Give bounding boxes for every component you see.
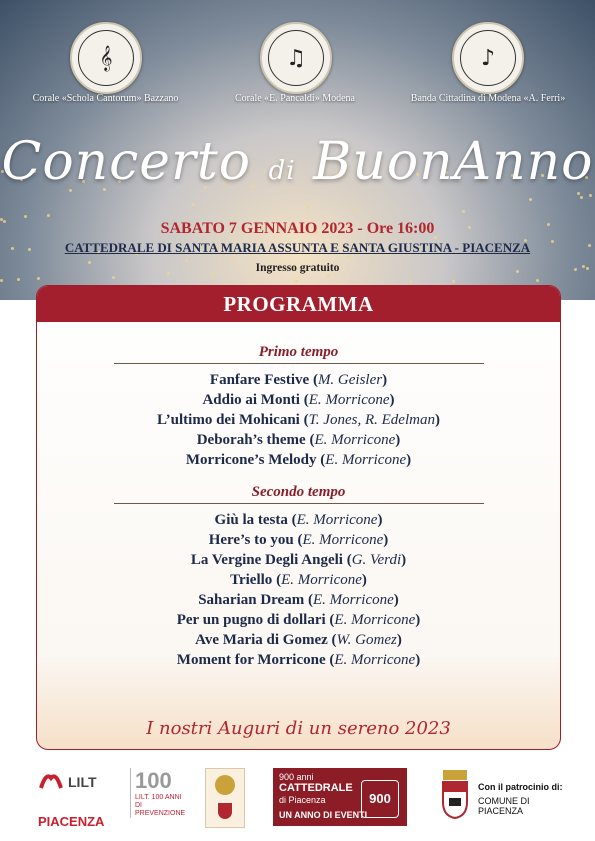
sparkle: [192, 203, 195, 206]
cathedral-years: 900 anni: [279, 772, 314, 782]
choir-caption: Corale «Schola Cantorum» Bazzano: [32, 93, 179, 104]
sparkle: [37, 277, 40, 280]
divider: [114, 503, 484, 504]
sparkle: [355, 207, 358, 210]
city-crest-icon: [440, 768, 470, 820]
piece-title: La Vergine Degli Angeli: [190, 552, 343, 568]
banda-ferri-logo: [452, 22, 524, 94]
program-item: Deborah’s theme (E. Morricone): [196, 432, 401, 448]
cathedral-city: di Piacenza: [279, 795, 326, 805]
piece-title: Deborah’s theme: [196, 432, 306, 448]
lilt-100-years: 100: [135, 768, 172, 793]
sparkle: [577, 192, 580, 195]
piece-composer: E. Morricone: [334, 652, 416, 668]
sparkle: [47, 214, 50, 217]
second-half-title: Secondo tempo: [251, 484, 346, 500]
piece-composer: E. Morricone: [296, 512, 378, 528]
piece-composer: E. Morricone: [312, 592, 394, 608]
title-di: di: [268, 156, 296, 186]
patronage: [478, 782, 578, 816]
sparkle: [307, 206, 310, 209]
program-item: Saharian Dream (E. Morricone): [198, 592, 399, 608]
lilt-city: PIACENZA: [38, 814, 105, 829]
sparkle: [231, 258, 234, 261]
title-part2: BuonAnno: [313, 132, 594, 192]
program-item: Addio ai Monti (E. Morricone): [202, 392, 395, 408]
shield-icon: [218, 803, 232, 819]
program-item: Moment for Morricone (E. Morricone): [176, 652, 421, 668]
pancaldi-logo: [260, 22, 332, 94]
program-box: [36, 285, 561, 750]
program-item: Triello (E. Morricone): [230, 572, 367, 588]
organ-icon: ♫: [268, 30, 324, 86]
cathedral-sub: UN ANNO DI EVENTI: [279, 810, 368, 820]
sparkle: [24, 215, 27, 218]
choir-caption: Banda Cittadina di Modena «A. Ferri»: [410, 93, 566, 104]
sponsor-footer: [0, 762, 595, 841]
first-half-list: [37, 370, 560, 470]
lilt-ribbon-icon: [38, 768, 64, 792]
entry-note: Ingresso gratuito: [255, 262, 340, 274]
piece-composer: T. Jones, R. Edelman: [308, 412, 435, 428]
piece-title: Addio ai Monti: [202, 392, 300, 408]
sparkle: [295, 280, 298, 283]
sparkle: [409, 280, 412, 283]
second-half-list: [37, 510, 560, 670]
piece-title: Saharian Dream: [198, 592, 305, 608]
lilt-name: LILT: [68, 774, 97, 790]
sparkle: [452, 280, 455, 283]
piece-composer: E. Morricone: [308, 392, 390, 408]
choir-caption: Corale «E. Pancaldi» Modena: [235, 93, 355, 104]
piece-title: Giù la testa: [214, 512, 288, 528]
lilt-100-sub: LILT. 100 ANNI DI PREVENZIONE: [135, 794, 186, 817]
program-item: La Vergine Degli Angeli (G. Verdi): [190, 552, 407, 568]
piece-composer: E. Morricone: [325, 452, 407, 468]
piece-composer: G. Verdi: [351, 552, 402, 568]
patronage-label: Con il patrocinio di:: [478, 782, 563, 792]
program-heading: PROGRAMMA: [37, 286, 560, 322]
lyre-icon: ♪: [460, 30, 516, 86]
event-venue: CATTEDRALE DI SANTA MARIA ASSUNTA E SANTA GIUSTINA - PIACENZA: [64, 240, 531, 255]
program-item: Giù la testa (E. Morricone): [214, 512, 383, 528]
sparkle: [462, 210, 465, 213]
cathedral-900-logo: [273, 768, 407, 826]
piece-composer: E. Morricone: [281, 572, 362, 588]
program-item: L’ultimo dei Mohicani (T. Jones, R. Edelman): [157, 412, 440, 428]
club-crest-logo: [205, 768, 245, 828]
piece-title: Per un pugno di dollari: [176, 612, 326, 628]
sparkle: [589, 194, 592, 197]
sparkle: [580, 196, 583, 199]
divider: [114, 363, 484, 364]
schola-cantorum-logo: [70, 22, 142, 94]
piece-composer: E. Morricone: [334, 612, 416, 628]
sparkle: [112, 276, 115, 279]
title-part1: Concerto: [1, 132, 252, 192]
piece-title: Triello: [230, 572, 273, 588]
piece-title: Fanfare Festive: [209, 372, 310, 388]
program-item: Ave Maria di Gomez (W. Gomez): [195, 632, 402, 648]
program-item: Per un pugno di dollari (E. Morricone): [176, 612, 421, 628]
cathedral-badge: 900: [361, 780, 399, 818]
sparkle: [327, 274, 330, 277]
sparkle: [0, 279, 3, 282]
piece-composer: E. Morricone: [314, 432, 396, 448]
sparkle: [529, 198, 532, 201]
event-date: SABATO 7 GENNAIO 2023 - Ore 16:00: [160, 220, 435, 237]
lilt-100-logo: [130, 768, 187, 818]
program-item: Fanfare Festive (M. Geisler): [209, 372, 388, 388]
piece-composer: W. Gomez: [336, 632, 397, 648]
piece-composer: M. Geisler: [317, 372, 383, 388]
sparkle: [17, 278, 20, 281]
piece-title: Moment for Morricone: [176, 652, 326, 668]
lilt-logo: [38, 768, 128, 829]
sparkle: [536, 279, 539, 282]
gear-emblem-icon: [215, 775, 235, 795]
program-item: Here’s to you (E. Morricone): [208, 532, 389, 548]
piece-composer: E. Morricone: [302, 532, 384, 548]
patronage-name: COMUNE DI PIACENZA: [478, 796, 530, 816]
piece-title: Here’s to you: [208, 532, 294, 548]
piece-title: Ave Maria di Gomez: [195, 632, 328, 648]
piece-title: L’ultimo dei Mohicani: [157, 412, 300, 428]
treble-clef-icon: 𝄞: [78, 30, 134, 86]
program-item: Morricone’s Melody (E. Morricone): [185, 452, 412, 468]
comune-crest: [440, 768, 470, 820]
greeting-line: I nostri Auguri di un sereno 2023: [146, 718, 451, 739]
piece-title: Morricone’s Melody: [185, 452, 317, 468]
concert-title: [0, 132, 595, 192]
first-half-title: Primo tempo: [258, 344, 339, 360]
cathedral-name: CATTEDRALE: [279, 782, 353, 794]
